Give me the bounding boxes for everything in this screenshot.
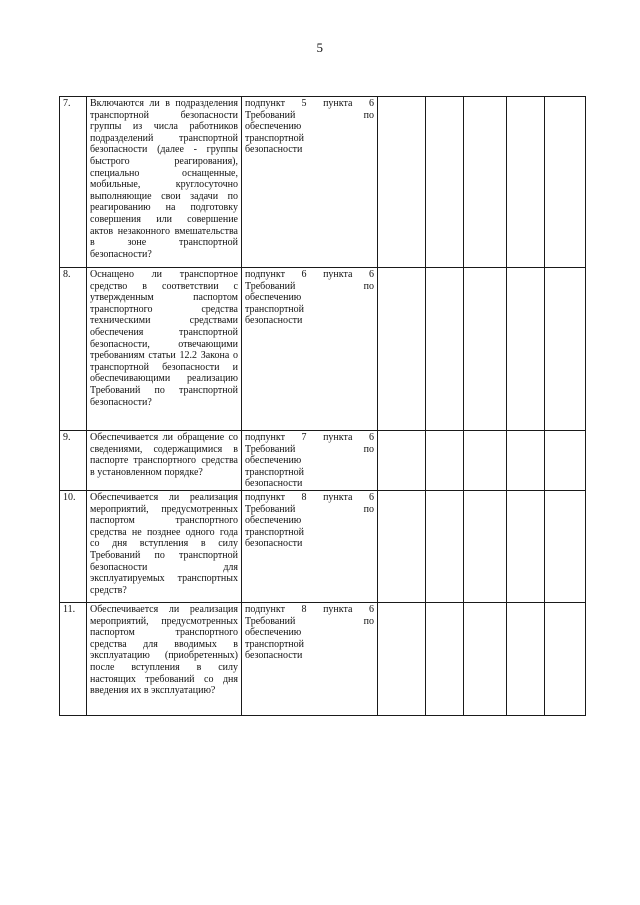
- mark-cell-no[interactable]: [426, 268, 464, 431]
- ref-line: транспортной: [245, 466, 305, 478]
- mark-cell-no[interactable]: [426, 602, 464, 715]
- table-row: [60, 490, 586, 602]
- requirement-reference: [242, 490, 378, 602]
- ref-line: подпункт 7 пункта 6: [245, 432, 374, 443]
- question-text: Обеспечивается ли реализация мероприятий, предусмотренных паспортом транспортного средства для вводимых в эксплуатацию (приобретенных) после вступления в силу настоящих требований со дня введения их в эксплуатацию?: [87, 602, 242, 715]
- mark-cell-na[interactable]: [464, 490, 507, 602]
- question-text: Оснащено ли транспортное средство в соответствии с утвержденным паспортом транспортного средства техническими средствами обеспечения транспортной безопасности, отвечающими требованиям статьи 12.2 Закона о транспортной безопасности и обеспечивающими реализацию Требований по транспортной безопасности?: [87, 268, 242, 431]
- ref-line: безопасности: [245, 315, 303, 327]
- mark-cell-extra[interactable]: [507, 268, 545, 431]
- table-row: [60, 97, 586, 268]
- mark-cell-na[interactable]: [464, 602, 507, 715]
- ref-line: транспортной: [245, 132, 305, 144]
- mark-cell-extra[interactable]: [507, 602, 545, 715]
- ref-line: безопасности: [245, 650, 303, 662]
- requirement-reference: [242, 97, 378, 268]
- ref-line: безопасности: [245, 478, 303, 490]
- mark-cell-extra[interactable]: [507, 490, 545, 602]
- mark-cell-extra[interactable]: [507, 431, 545, 491]
- ref-line: Требований по: [245, 615, 374, 627]
- requirement-reference: [242, 431, 378, 491]
- mark-cell-no[interactable]: [426, 490, 464, 602]
- ref-line: обеспечению: [245, 292, 302, 304]
- ref-line: подпункт 8 пункта 6: [245, 491, 374, 503]
- ref-line: обеспечению: [245, 627, 302, 639]
- requirement-reference: [242, 268, 378, 431]
- checklist-table: [59, 96, 586, 716]
- notes-cell[interactable]: [545, 431, 586, 491]
- ref-line: безопасности: [245, 144, 303, 156]
- mark-cell-yes[interactable]: [378, 490, 426, 602]
- ref-line: обеспечению: [245, 455, 302, 467]
- ref-line: транспортной: [245, 638, 305, 650]
- notes-cell[interactable]: [545, 268, 586, 431]
- mark-cell-yes[interactable]: [378, 97, 426, 268]
- notes-cell[interactable]: [545, 97, 586, 268]
- mark-cell-no[interactable]: [426, 97, 464, 268]
- question-text: Обеспечивается ли обращение со сведениями, содержащимися в паспорте транспортного средства в установленном порядке?: [87, 431, 242, 491]
- requirement-reference: [242, 602, 378, 715]
- mark-cell-na[interactable]: [464, 97, 507, 268]
- row-number: 11.: [60, 602, 87, 715]
- mark-cell-no[interactable]: [426, 431, 464, 491]
- row-number: 7.: [60, 97, 87, 268]
- table-row: [60, 602, 586, 715]
- ref-line: подпункт 8 пункта 6: [245, 603, 374, 615]
- page-number: 5: [316, 40, 324, 55]
- ref-line: безопасности: [245, 538, 303, 550]
- ref-line: обеспечению: [245, 515, 302, 527]
- question-text: Включаются ли в подразделения транспортной безопасности группы из числа работников подразделений транспортной безопасности (далее - группы быстрого реагирования), специально оснащенные, мобильные, круглосуточно выполняющие свои задачи по реагированию на подготовку совершения или совершение актов незаконного вмешательства в зоне транспортной безопасности?: [87, 97, 242, 268]
- notes-cell[interactable]: [545, 490, 586, 602]
- ref-line: подпункт 6 пункта 6: [245, 269, 374, 280]
- row-number: 9.: [60, 431, 87, 491]
- mark-cell-yes[interactable]: [378, 431, 426, 491]
- mark-cell-extra[interactable]: [507, 97, 545, 268]
- ref-line: Требований по: [245, 280, 374, 292]
- table-row: [60, 431, 586, 491]
- ref-line: Требований по: [245, 109, 374, 121]
- ref-line: подпункт 5 пункта 6: [245, 98, 374, 109]
- notes-cell[interactable]: [545, 602, 586, 715]
- mark-cell-na[interactable]: [464, 431, 507, 491]
- ref-line: Требований по: [245, 443, 374, 455]
- row-number: 10.: [60, 490, 87, 602]
- mark-cell-yes[interactable]: [378, 602, 426, 715]
- question-text: Обеспечивается ли реализация мероприятий, предусмотренных паспортом транспортного средства не позднее одного года со дня вступления в силу Требований по транспортной безопасности для эксплуатируемых транспортных средств?: [87, 490, 242, 602]
- ref-line: Требований по: [245, 503, 374, 515]
- mark-cell-na[interactable]: [464, 268, 507, 431]
- row-number: 8.: [60, 268, 87, 431]
- ref-line: обеспечению: [245, 121, 302, 133]
- ref-line: транспортной: [245, 526, 305, 538]
- mark-cell-yes[interactable]: [378, 268, 426, 431]
- ref-line: транспортной: [245, 303, 305, 315]
- table-row: [60, 268, 586, 431]
